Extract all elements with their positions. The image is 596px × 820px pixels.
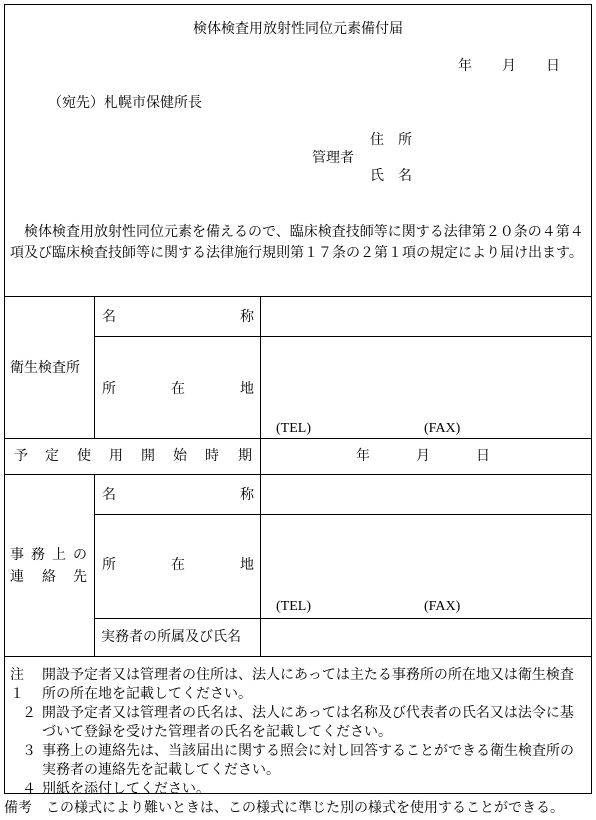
rule-s2-col bbox=[94, 474, 95, 656]
date-month-label: 月 bbox=[502, 58, 516, 74]
note-1 bbox=[10, 666, 586, 704]
s2-fax-label: (FAX) bbox=[424, 599, 461, 614]
s2-loc-char-1: 所 bbox=[102, 557, 116, 573]
note-1-number: 注１ bbox=[10, 667, 24, 702]
s2-name-char-2: 称 bbox=[240, 487, 254, 503]
date-day-label: 日 bbox=[546, 58, 560, 74]
s1-loc-char-1: 所 bbox=[102, 381, 116, 397]
rule-table-bottom bbox=[4, 656, 592, 657]
manager-name-char-2: 名 bbox=[398, 168, 412, 184]
rule-date-col bbox=[260, 438, 261, 474]
notes-section bbox=[10, 666, 586, 799]
note-4 bbox=[10, 780, 586, 799]
s1-name-char-2: 称 bbox=[240, 309, 254, 325]
start-date-char-6: 始 bbox=[173, 448, 187, 464]
note-2-text: 開設予定者又は管理者の氏名は、法人にあっては名称及び代表者の氏名又は法令に基づいて登録を受けた管理者の氏名を記載してください。 bbox=[42, 705, 574, 740]
manager-name-char-1: 氏 bbox=[370, 168, 384, 184]
start-date-char-8: 期 bbox=[238, 448, 252, 464]
manager-label: 管理者 bbox=[312, 150, 354, 166]
start-date-char-4: 用 bbox=[109, 448, 123, 464]
s2-staff-label: 実務者の所属及び氏名 bbox=[101, 629, 241, 645]
rule-s1-value-col bbox=[260, 296, 261, 438]
start-date-char-2: 定 bbox=[45, 448, 59, 464]
s2-loc-char-2: 在 bbox=[171, 557, 185, 573]
start-date-char-7: 時 bbox=[205, 448, 219, 464]
s2-label-line1: 事 務 上 の bbox=[10, 547, 87, 563]
s1-name-char-1: 名 bbox=[102, 309, 116, 325]
s1-loc-char-2: 在 bbox=[171, 381, 185, 397]
start-date-year: 年 bbox=[356, 448, 370, 464]
s1-tel-label: (TEL) bbox=[276, 421, 311, 436]
start-date-month: 月 bbox=[416, 448, 430, 464]
manager-address-char-1: 住 bbox=[370, 132, 384, 148]
start-date-char-3: 使 bbox=[77, 448, 91, 464]
start-date-char-1: 予 bbox=[14, 448, 28, 464]
start-date-char-5: 開 bbox=[141, 448, 155, 464]
rule-s2-loc-bottom bbox=[94, 618, 592, 619]
note-2-number: ２ bbox=[22, 705, 36, 721]
rule-s1-bottom bbox=[4, 438, 592, 439]
manager-address-char-2: 所 bbox=[398, 132, 412, 148]
start-date-day: 日 bbox=[476, 448, 490, 464]
s2-loc-char-3: 地 bbox=[240, 557, 254, 573]
note-1-text: 開設予定者又は管理者の住所は、法人にあっては主たる事務所の所在地又は衛生検査所の所在地を記載してください。 bbox=[42, 667, 574, 702]
rule-table-top bbox=[4, 296, 592, 297]
note-4-text: 別紙を添付してください。 bbox=[42, 781, 210, 797]
date-year-label: 年 bbox=[458, 58, 472, 74]
s2-tel-label: (TEL) bbox=[276, 599, 311, 614]
note-3 bbox=[10, 742, 586, 780]
rule-s2-name-bottom bbox=[94, 514, 592, 515]
s1-label: 衛生検査所 bbox=[10, 360, 80, 376]
s2-name-char-1: 名 bbox=[102, 487, 116, 503]
rule-s2-value-col bbox=[260, 474, 261, 656]
s2-label-line2: 連 絡 先 bbox=[10, 569, 87, 585]
declaration-text: 検体検査用放射性同位元素を備えるので、臨床検査技師等に関する法律第２０条の４第４項及び臨床検査技師等に関する法律施行規則第１７条の２第１項の規定により届け出ます。 bbox=[10, 224, 584, 261]
note-2 bbox=[10, 704, 586, 742]
rule-date-bottom bbox=[4, 474, 592, 475]
note-3-text: 事務上の連絡先は、当該届出に関する照会に対し回答することができる衛生検査所の実務者の連絡先を記載してください。 bbox=[42, 743, 574, 778]
remarks: 備考 この様式により難いときは、この様式に準じた別の様式を使用することができる。 bbox=[4, 800, 564, 816]
s1-fax-label: (FAX) bbox=[424, 421, 461, 436]
note-3-number: ３ bbox=[22, 743, 36, 759]
rule-s1-col bbox=[94, 296, 95, 438]
note-4-number: ４ bbox=[22, 781, 36, 797]
form-title: 検体検査用放射性同位元素備付届 bbox=[193, 21, 403, 37]
rule-s1-name-bottom bbox=[94, 336, 592, 337]
addressee: （宛先）札幌市保健所長 bbox=[48, 95, 202, 111]
s1-loc-char-3: 地 bbox=[240, 381, 254, 397]
